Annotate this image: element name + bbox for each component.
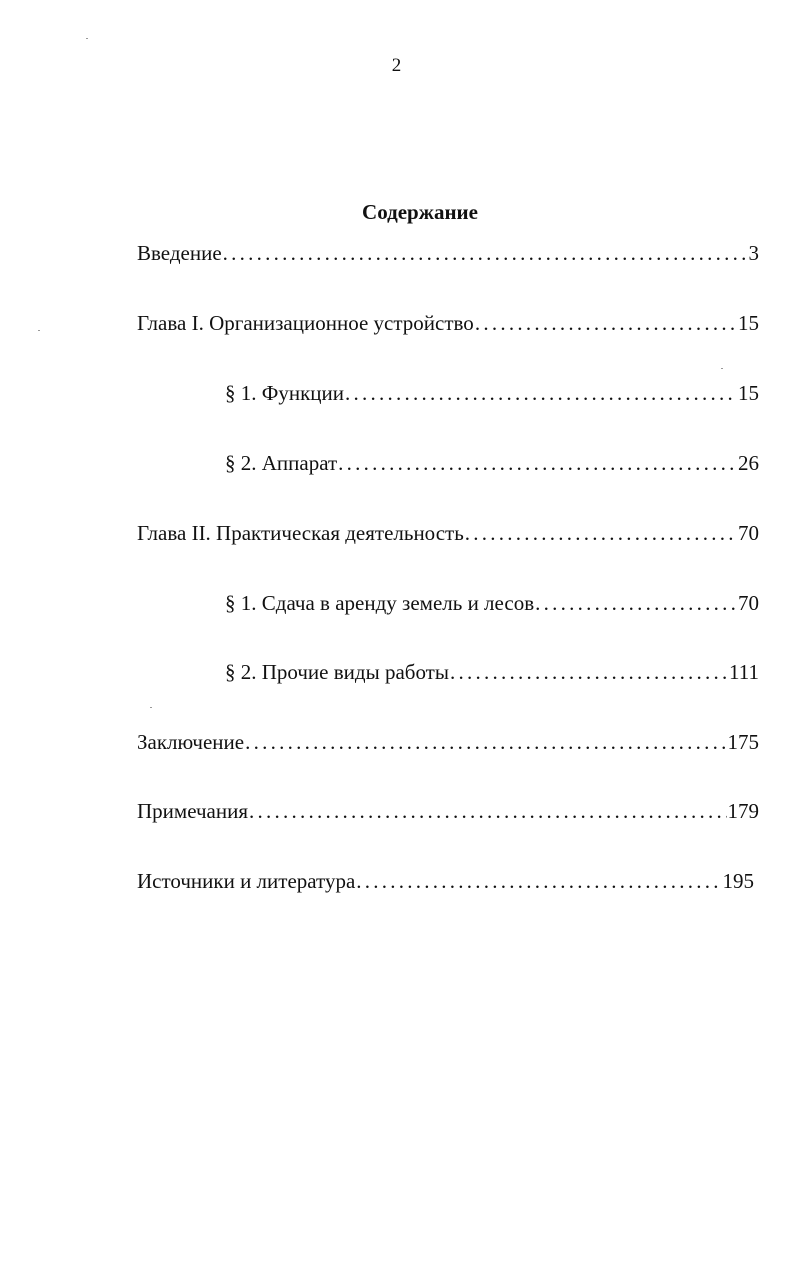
dot-leader bbox=[249, 798, 726, 824]
toc-entry-page: 70 bbox=[738, 521, 759, 545]
toc-entry-introduction bbox=[137, 240, 759, 266]
toc-entry-conclusion bbox=[137, 729, 759, 755]
toc-entry-page: 70 bbox=[738, 591, 759, 615]
toc-entry-label: § 1. Сдача в аренду земель и лесов bbox=[225, 591, 535, 615]
toc-entry-chapter-2-section-1 bbox=[225, 590, 759, 616]
scan-speck bbox=[38, 330, 40, 331]
toc-entry-label: Примечания bbox=[137, 799, 249, 823]
page-number: 2 bbox=[391, 55, 402, 76]
dot-leader bbox=[338, 450, 737, 476]
toc-entry-label: Заключение bbox=[137, 730, 245, 754]
toc-entry-chapter-1-section-1 bbox=[225, 380, 759, 406]
toc-entry-chapter-1 bbox=[137, 310, 759, 336]
dot-leader bbox=[356, 868, 721, 894]
toc-entry-page: 15 bbox=[738, 311, 759, 335]
toc-entry-label: Глава I. Организационное устройство bbox=[137, 311, 474, 335]
toc-entry-page: 26 bbox=[738, 451, 759, 475]
toc-entry-page: 195 bbox=[722, 869, 754, 893]
toc-entry-sources bbox=[137, 868, 754, 894]
toc-entry-page: 15 bbox=[738, 381, 759, 405]
toc-entry-chapter-2 bbox=[137, 520, 759, 546]
dot-leader bbox=[535, 590, 737, 616]
toc-entry-chapter-1-section-2 bbox=[225, 450, 759, 476]
dot-leader bbox=[450, 659, 728, 685]
toc-entry-label: § 1. Функции bbox=[225, 381, 344, 405]
scan-speck bbox=[721, 368, 723, 369]
toc-entry-page: 175 bbox=[727, 730, 759, 754]
toc-entry-label: Источники и литература bbox=[137, 869, 356, 893]
toc-entry-notes bbox=[137, 798, 759, 824]
dot-leader bbox=[223, 240, 748, 266]
toc-entry-page: 179 bbox=[727, 799, 759, 823]
toc-entry-label: § 2. Прочие виды работы bbox=[225, 660, 449, 684]
toc-entry-page: 3 bbox=[748, 241, 759, 265]
toc-entry-label: § 2. Аппарат bbox=[225, 451, 338, 475]
dot-leader bbox=[345, 380, 737, 406]
dot-leader bbox=[245, 729, 726, 755]
dot-leader bbox=[465, 520, 737, 546]
toc-entry-page: 111 bbox=[729, 660, 759, 684]
scan-speck bbox=[150, 707, 152, 708]
toc-entry-label: Введение bbox=[137, 241, 222, 265]
scan-speck bbox=[86, 38, 88, 39]
toc-title: Содержание bbox=[362, 200, 478, 224]
toc-entry-label: Глава II. Практическая деятельность bbox=[137, 521, 464, 545]
toc-entry-chapter-2-section-2 bbox=[225, 659, 759, 685]
dot-leader bbox=[475, 310, 737, 336]
